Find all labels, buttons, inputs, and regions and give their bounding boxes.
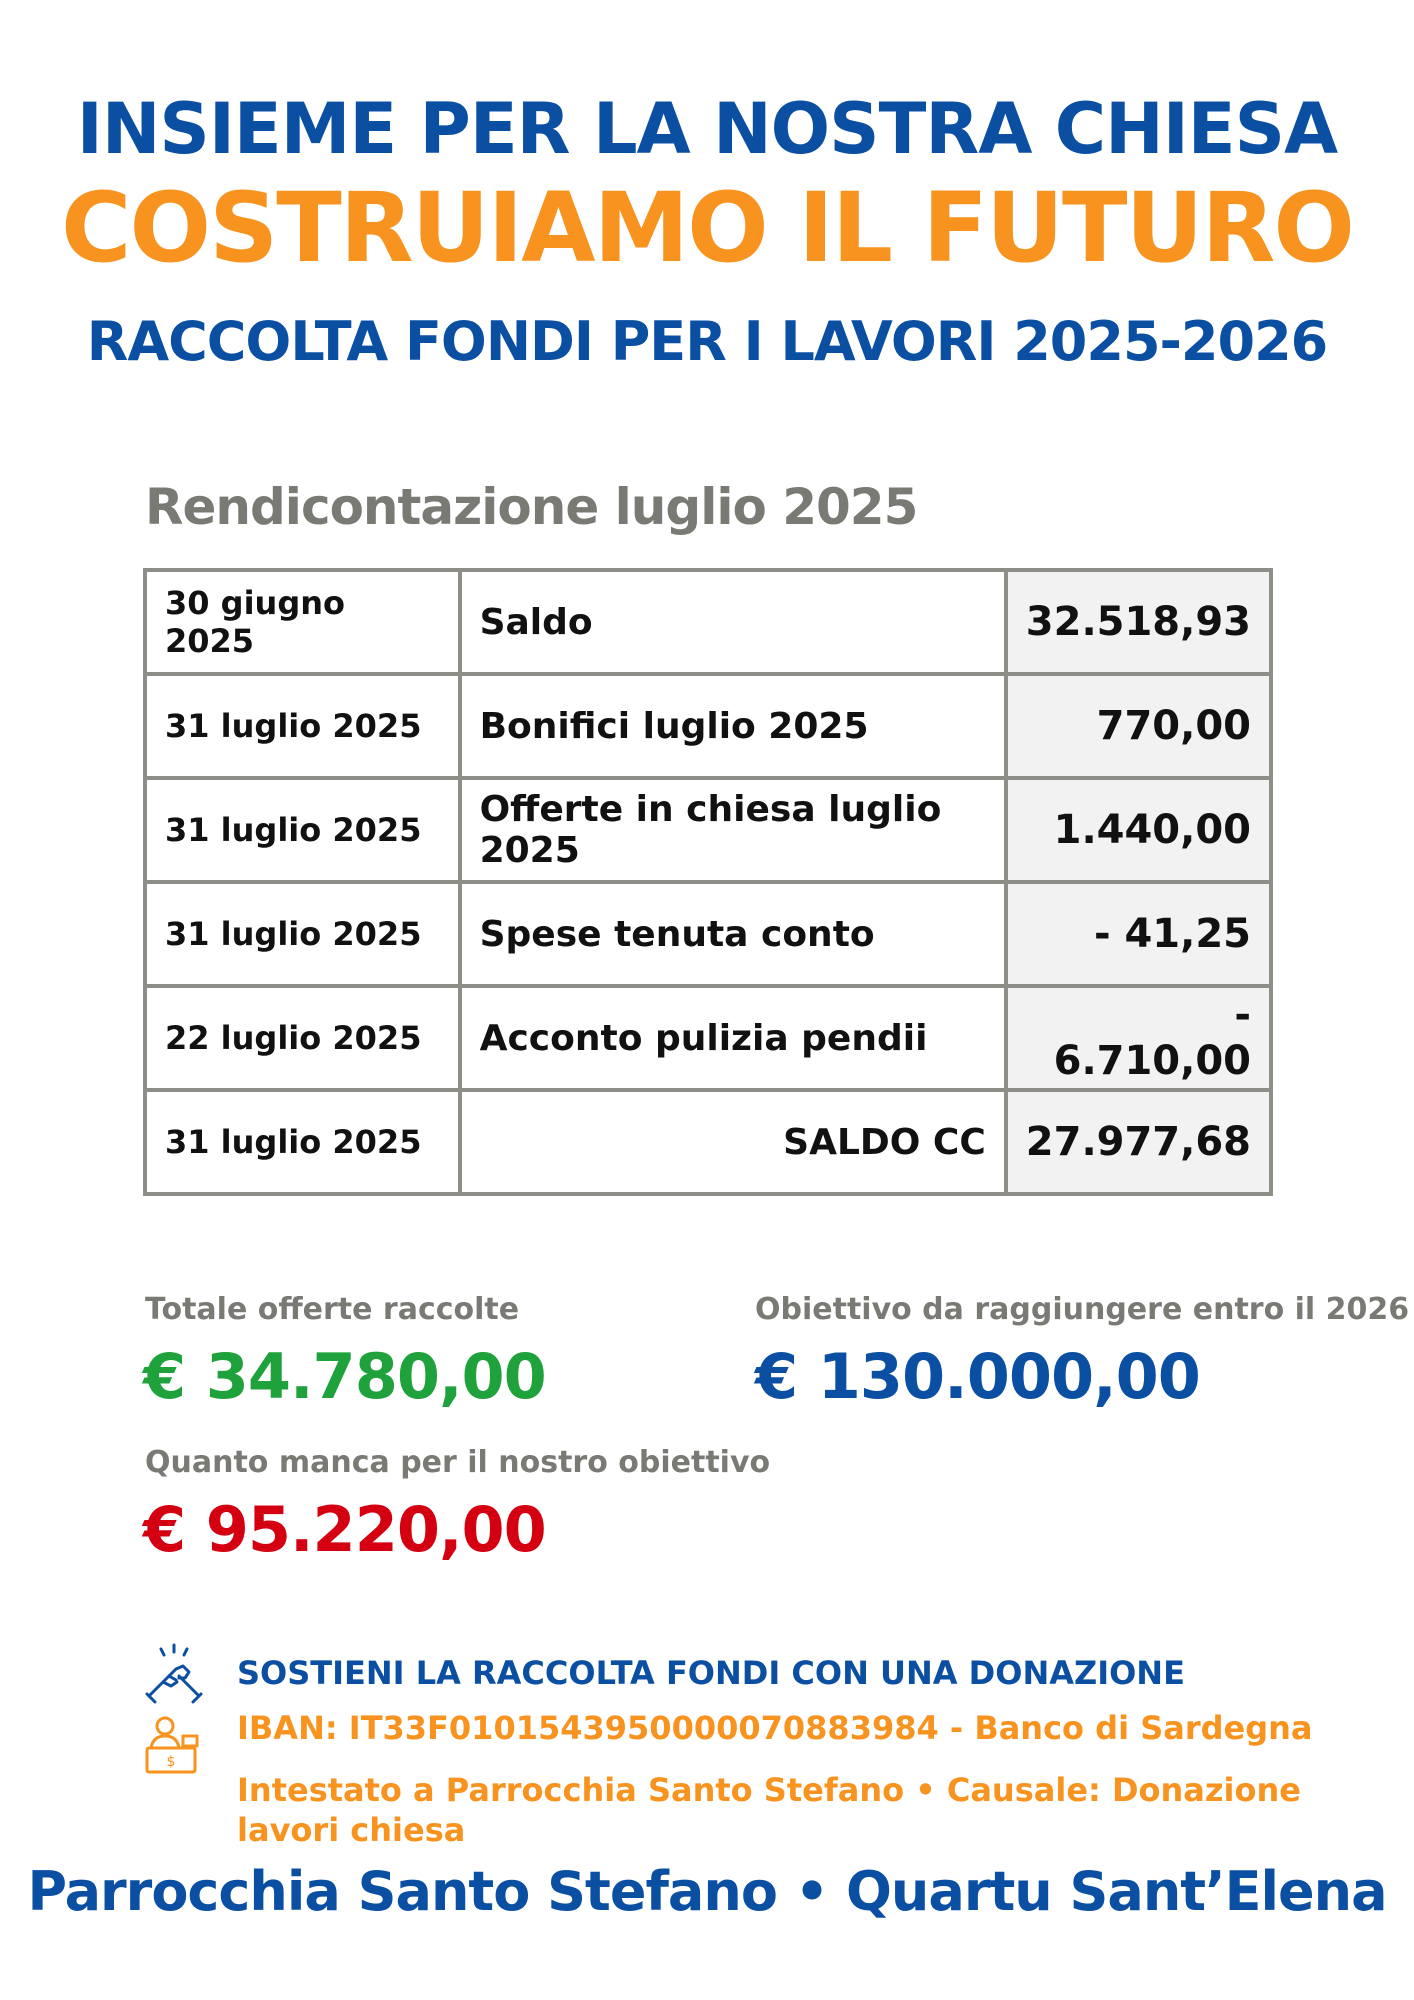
- ledger-table: [143, 568, 1273, 1196]
- table-row: [145, 778, 1271, 882]
- donation-heading-row: [143, 1642, 1185, 1704]
- header-line-3: RACCOLTA FONDI PER I LAVORI 2025-2026: [86, 310, 1328, 373]
- header-line-2: COSTRUIAMO IL FUTURO: [61, 172, 1353, 284]
- row-description: Bonifici luglio 2025: [460, 674, 1006, 778]
- iban-line: IBAN: IT33F0101543950000070883984 - Banco di Sardegna: [237, 1709, 1313, 1747]
- table-row: [145, 986, 1271, 1090]
- row-date: 31 luglio 2025: [145, 674, 460, 778]
- missing-label: Quanto manca per il nostro obiettivo: [145, 1445, 771, 1480]
- donation-heading: SOSTIENI LA RACCOLTA FONDI CON UNA DONAZIONE: [237, 1654, 1185, 1692]
- row-amount: 770,00: [1006, 674, 1271, 778]
- handshake-icon: [143, 1642, 205, 1704]
- row-amount: 1.440,00: [1006, 778, 1271, 882]
- holder-line: Intestato a Parrocchia Santo Stefano • Causale: Donazione lavori chiesa: [237, 1771, 1301, 1849]
- report-title: Rendicontazione luglio 2025: [145, 478, 918, 536]
- row-amount: - 6.710,00: [1006, 986, 1271, 1090]
- row-date: 31 luglio 2025: [145, 778, 460, 882]
- row-description: Offerte in chiesa luglio 2025: [460, 778, 1006, 882]
- row-amount: 27.977,68: [1006, 1090, 1271, 1194]
- row-amount: - 41,25: [1006, 882, 1271, 986]
- row-description: Saldo: [460, 570, 1006, 674]
- row-description: Acconto pulizia pendii: [460, 986, 1006, 1090]
- row-date: 30 giugno 2025: [145, 570, 460, 674]
- svg-text:$: $: [166, 1754, 176, 1770]
- row-amount: 32.518,93: [1006, 570, 1271, 674]
- row-date: 22 luglio 2025: [145, 986, 460, 1090]
- row-description: Spese tenuta conto: [460, 882, 1006, 986]
- total-label: Totale offerte raccolte: [145, 1292, 520, 1327]
- cashier-icon: [143, 1714, 205, 1776]
- table-row: [145, 570, 1271, 674]
- footer-parish: Parrocchia Santo Stefano • Quartu Sant’Elena: [27, 1860, 1387, 1923]
- goal-value: € 130.000,00: [755, 1340, 1200, 1413]
- goal-label: Obiettivo da raggiungere entro il 2026: [755, 1292, 1410, 1327]
- donation-details-row: [143, 1708, 1414, 1850]
- header-line-1: INSIEME PER LA NOSTRA CHIESA: [76, 88, 1338, 170]
- row-date: 31 luglio 2025: [145, 882, 460, 986]
- missing-value: € 95.220,00: [143, 1493, 546, 1566]
- table-row: [145, 1090, 1271, 1194]
- row-date: 31 luglio 2025: [145, 1090, 460, 1194]
- total-value: € 34.780,00: [143, 1340, 546, 1413]
- table-row: [145, 882, 1271, 986]
- row-description: SALDO CC: [460, 1090, 1006, 1194]
- table-row: [145, 674, 1271, 778]
- donation-details: [237, 1708, 1414, 1850]
